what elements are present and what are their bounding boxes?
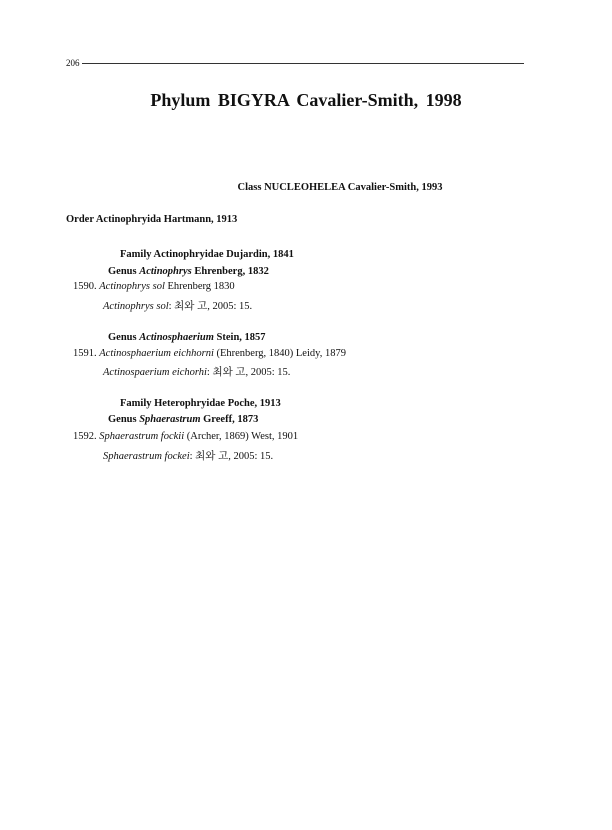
genus-heading-actinophrys [108,266,269,277]
family-heading-actinophryidae: Family Actinophryidae Dujardin, 1841 [120,249,294,260]
genus-prefix: Genus [108,414,140,425]
synonym-citation: : 최와 고, 2005: 15. [168,301,253,312]
header-rule [82,63,524,64]
synonym-name: Actinospaerium eichorhi [103,367,207,378]
genus-name: Actinophrys [139,266,192,277]
genus-author: Greeff, 1873 [200,414,259,425]
class-heading: Class NUCLEOHELEA Cavalier-Smith, 1993 [237,182,443,193]
genus-prefix: Genus [108,332,140,343]
phylum-title: Phylum BIGYRA Cavalier-Smith, 1998 [150,90,462,110]
species-entry-1592 [73,431,298,442]
species-entry-1590 [73,281,235,292]
synonym-name: Sphaerastrum fockei [103,451,190,462]
species-name: Actinosphaerium eichhorni [99,348,214,359]
genus-name: Sphaerastrum [139,414,201,425]
entry-number: 1590. [73,281,97,292]
page-number: 206 [66,58,80,68]
entry-number: 1592. [73,431,97,442]
synonym-name: Actinophrys sol [103,301,169,312]
family-heading-heterophryidae: Family Heterophryidae Poche, 1913 [120,398,281,409]
genus-author: Ehrenberg, 1832 [191,266,269,277]
synonym-citation: : 최와 고, 2005: 15. [189,451,274,462]
genus-name: Actinosphaerium [139,332,214,343]
species-entry-1591 [73,348,346,359]
genus-author: Stein, 1857 [213,332,266,343]
species-name: Sphaerastrum fockii [99,431,185,442]
genus-prefix: Genus [108,266,140,277]
synonym-citation: : 최와 고, 2005: 15. [206,367,291,378]
synonym-reference-1590 [103,298,252,313]
species-author: Ehrenberg 1830 [164,281,235,292]
genus-heading-sphaerastrum [108,414,258,425]
entry-number: 1591. [73,348,97,359]
species-author: (Archer, 1869) West, 1901 [184,431,299,442]
synonym-reference-1591 [103,364,290,379]
synonym-reference-1592 [103,448,273,463]
species-name: Actinophrys sol [99,281,165,292]
species-author: (Ehrenberg, 1840) Leidy, 1879 [213,348,346,359]
order-heading: Order Actinophryida Hartmann, 1913 [66,214,238,225]
genus-heading-actinosphaerium [108,332,266,343]
